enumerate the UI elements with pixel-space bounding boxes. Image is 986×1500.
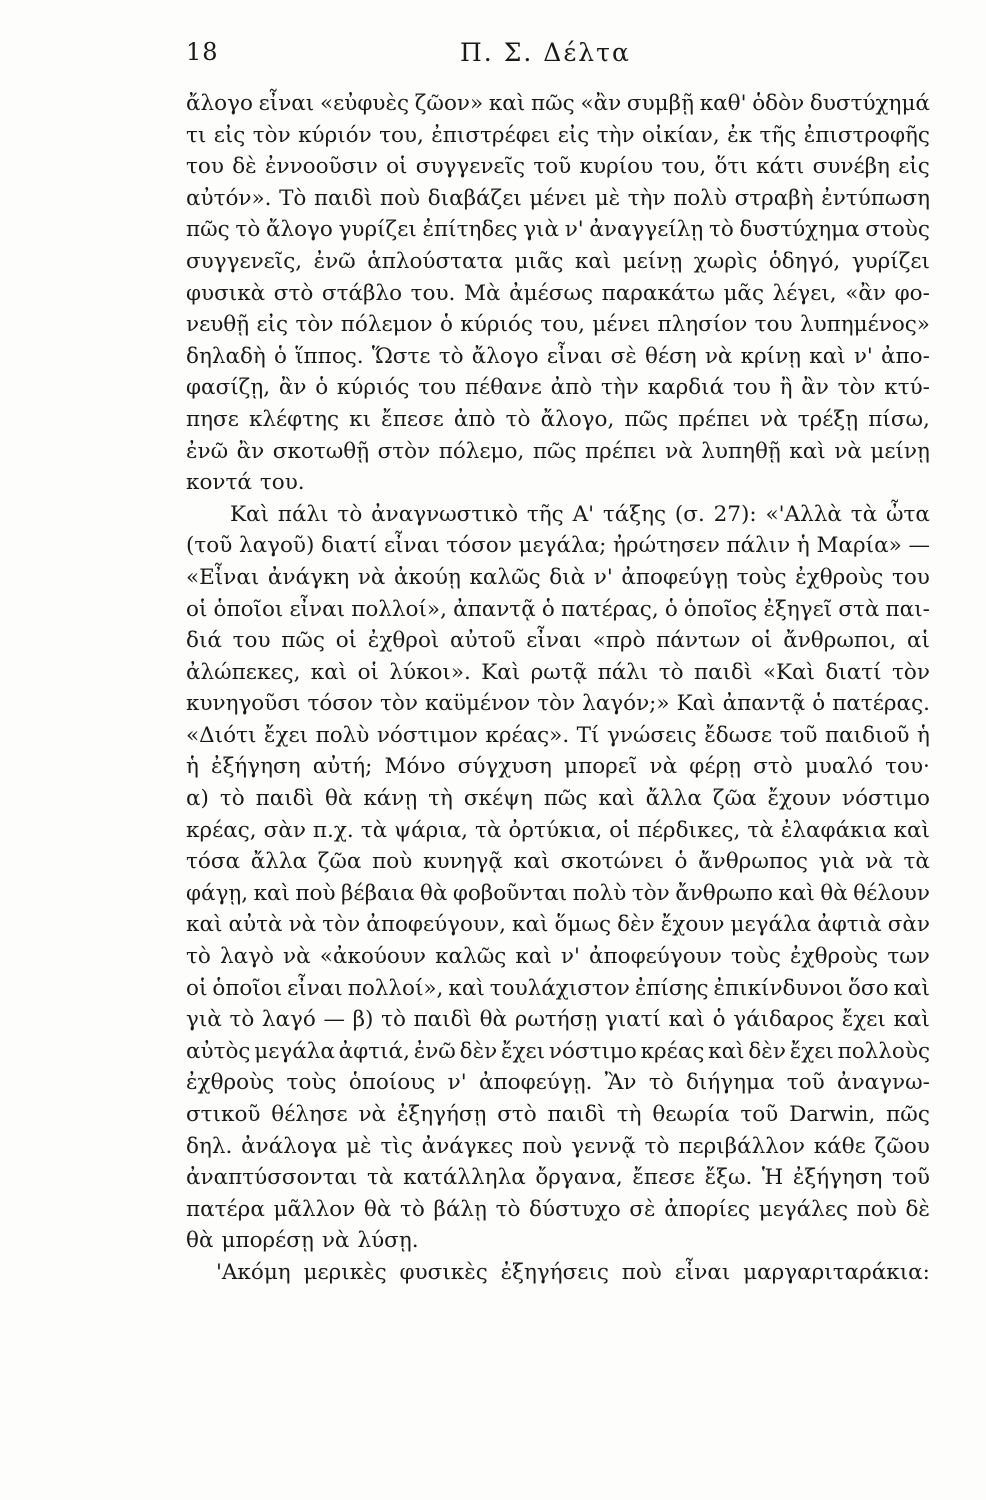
text-line: «Διότι ἔχει πολὺ νόστιμον κρέας». Τί γνώσεις ἔδωσε τοῦ παιδιοῦ ἡ	[186, 722, 930, 748]
text-line: ἐχθροὺς τοὺς ὁποίους ν' ἀποφεύγῃ. Ἂν τὸ διήγημα τοῦ ἀναγνω-	[186, 1070, 930, 1096]
text-line: 'Ακόμη μερικὲς φυσικὲς ἐξηγήσεις ποὺ εἶναι μαργαριταράκια:	[216, 1259, 930, 1285]
text-line: κοντά του.	[186, 470, 305, 496]
text-line: α) τὸ παιδὶ θὰ κάνῃ τὴ σκέψη πῶς καὶ ἄλλα ζῶα ἔχουν νόστιμο	[186, 786, 930, 812]
text-line: δηλ. ἀνάλογα μὲ τὶς ἀνάγκες ποὺ γεννᾷ τὸ περιβάλλον κάθε ζῶου	[186, 1133, 930, 1159]
text-line: ἀλώπεκες, καὶ οἱ λύκοι». Καὶ ρωτᾷ πάλι τὸ παιδὶ «Καὶ διατί τὸν	[186, 659, 930, 685]
body-text	[186, 88, 930, 1289]
text-line: συγγενεῖς, ἐνῶ ἁπλούστατα μιᾶς καὶ μείνῃ χωρὶς ὁδηγό, γυρίζει	[186, 248, 930, 274]
text-line: φασίζῃ, ἂν ὁ κύριός του πέθανε ἀπὸ τὴν καρδιά του ἢ ἂν τὸν κτύ-	[186, 375, 930, 401]
page-header	[186, 38, 926, 78]
text-line: πῶς τὸ ἄλογο γυρίζει ἐπίτηδες γιὰ ν' ἀναγγείλῃ τὸ δυστύχημα στοὺς	[186, 217, 930, 243]
text-line: στικοῦ θέλησε νὰ ἐξηγήσῃ στὸ παιδὶ τὴ θεωρία τοῦ Darwin, πῶς	[186, 1102, 930, 1127]
text-line: κρέας, σὰν π.χ. τὰ ψάρια, τὰ ὀρτύκια, οἱ πέρδικες, τὰ ἐλαφάκια καὶ	[186, 817, 930, 843]
text-line: καὶ αὐτὰ νὰ τὸν ἀποφεύγουν, καὶ ὅμως δὲν ἔχουν μεγάλα ἀφτιὰ σὰν	[186, 912, 930, 938]
text-line: του δὲ ἐννοοῦσιν οἱ συγγενεῖς τοῦ κυρίου του, ὅτι κάτι συνέβη εἰς	[186, 154, 930, 180]
text-line: ἡ ἐξήγηση αὐτή; Μόνο σύγχυση μπορεῖ νὰ φέρῃ στὸ μυαλό του·	[186, 754, 930, 780]
page-number: 18	[186, 38, 219, 66]
text-line: ἄλογο εἶναι «εὐφυὲς ζῶον» καὶ πῶς «ἂν συμβῇ καθ' ὁδὸν δυστύχημά	[186, 91, 930, 116]
text-line: αὐτόν». Τὸ παιδὶ ποὺ διαβάζει μένει μὲ τὴν πολὺ στραβὴ ἐντύπωση	[186, 185, 930, 211]
text-line: οἱ ὁποῖοι εἶναι πολλοί», καὶ τουλάχιστον ἐπίσης ἐπικίνδυνοι ὅσο καὶ	[186, 975, 930, 1001]
text-line: θὰ μπορέσῃ νὰ λύσῃ.	[186, 1228, 419, 1254]
text-line: Καὶ πάλι τὸ ἀναγνωστικὸ τῆς Α' τάξης (σ. 27): «'Αλλὰ τὰ ὦτα	[230, 501, 930, 527]
text-line: ἀναπτύσσονται τὰ κατάλληλα ὄργανα, ἔπεσε ἔξω. Ἡ ἐξήγηση τοῦ	[186, 1165, 930, 1191]
text-line: γιὰ τὸ λαγό — β) τὸ παιδὶ θὰ ρωτήσῃ γιατί καὶ ὁ γάιδαρος ἔχει καὶ	[186, 1007, 930, 1033]
text-line: τὸ λαγὸ νὰ «ἀκούουν καλῶς καὶ ν' ἀποφεύγουν τοὺς ἐχθροὺς των	[186, 944, 930, 970]
text-line: δηλαδὴ ὁ ἵππος. Ὥστε τὸ ἄλογο εἶναι σὲ θέση νὰ κρίνῃ καὶ ν' ἀπο-	[186, 343, 930, 369]
text-line: τόσα ἄλλα ζῶα ποὺ κυνηγᾷ καὶ σκοτώνει ὁ ἄνθρωπος γιὰ νὰ τὰ	[186, 849, 930, 875]
text-line: οἱ ὁποῖοι εἶναι πολλοί», ἀπαντᾷ ὁ πατέρας, ὁ ὁποῖος ἐξηγεῖ στὰ παι-	[186, 596, 930, 622]
text-line: πησε κλέφτης κι ἔπεσε ἀπὸ τὸ ἄλογο, πῶς πρέπει νὰ τρέξῃ πίσω,	[186, 406, 930, 432]
text-line: αὐτὸς μεγάλα ἀφτιά, ἐνῶ δὲν ἔχει νόστιμο κρέας καὶ δὲν ἔχει πολλοὺς	[186, 1038, 930, 1064]
running-head: Π. Σ. Δέλτα	[460, 38, 631, 67]
text-line: τι εἰς τὸν κύριόν του, ἐπιστρέφει εἰς τὴν οἰκίαν, ἐκ τῆς ἐπιστροφῆς	[186, 122, 930, 148]
text-line: φάγῃ, καὶ ποὺ βέβαια θὰ φοβοῦνται πολὺ τὸν ἄνθρωπο καὶ θὰ θέλουν	[186, 880, 930, 906]
text-line: νευθῇ εἰς τὸν πόλεμον ὁ κύριός του, μένει πλησίον του λυπημένος»	[186, 312, 930, 338]
text-line: διά του πῶς οἱ ἐχθροὶ αὐτοῦ εἶναι «πρὸ πάντων οἱ ἄνθρωποι, αἱ	[186, 628, 930, 654]
text-line: πατέρα μᾶλλον θὰ τὸ βάλῃ τὸ δύστυχο σὲ ἀπορίες μεγάλες ποὺ δὲ	[186, 1196, 930, 1222]
text-line: φυσικὰ στὸ στάβλο του. Μὰ ἀμέσως παρακάτω μᾶς λέγει, «ἂν φο-	[186, 280, 930, 306]
text-line: (τοῦ λαγοῦ) διατί εἶναι τόσον μεγάλα; ἠρώτησεν πάλιν ἡ Μαρία» —	[186, 533, 930, 559]
text-line: κυνηγοῦσι τόσον τὸν καϋμένον τὸν λαγόν;» Καὶ ἀπαντᾷ ὁ πατέρας.	[186, 691, 930, 717]
text-line: «Εἶναι ἀνάγκη νὰ ἀκούῃ καλῶς διὰ ν' ἀποφεύγῃ τοὺς ἐχθροὺς του	[186, 564, 930, 590]
text-line: ἐνῶ ἂν σκοτωθῇ στὸν πόλεμο, πῶς πρέπει νὰ λυπηθῇ καὶ νὰ μείνῃ	[186, 438, 930, 464]
